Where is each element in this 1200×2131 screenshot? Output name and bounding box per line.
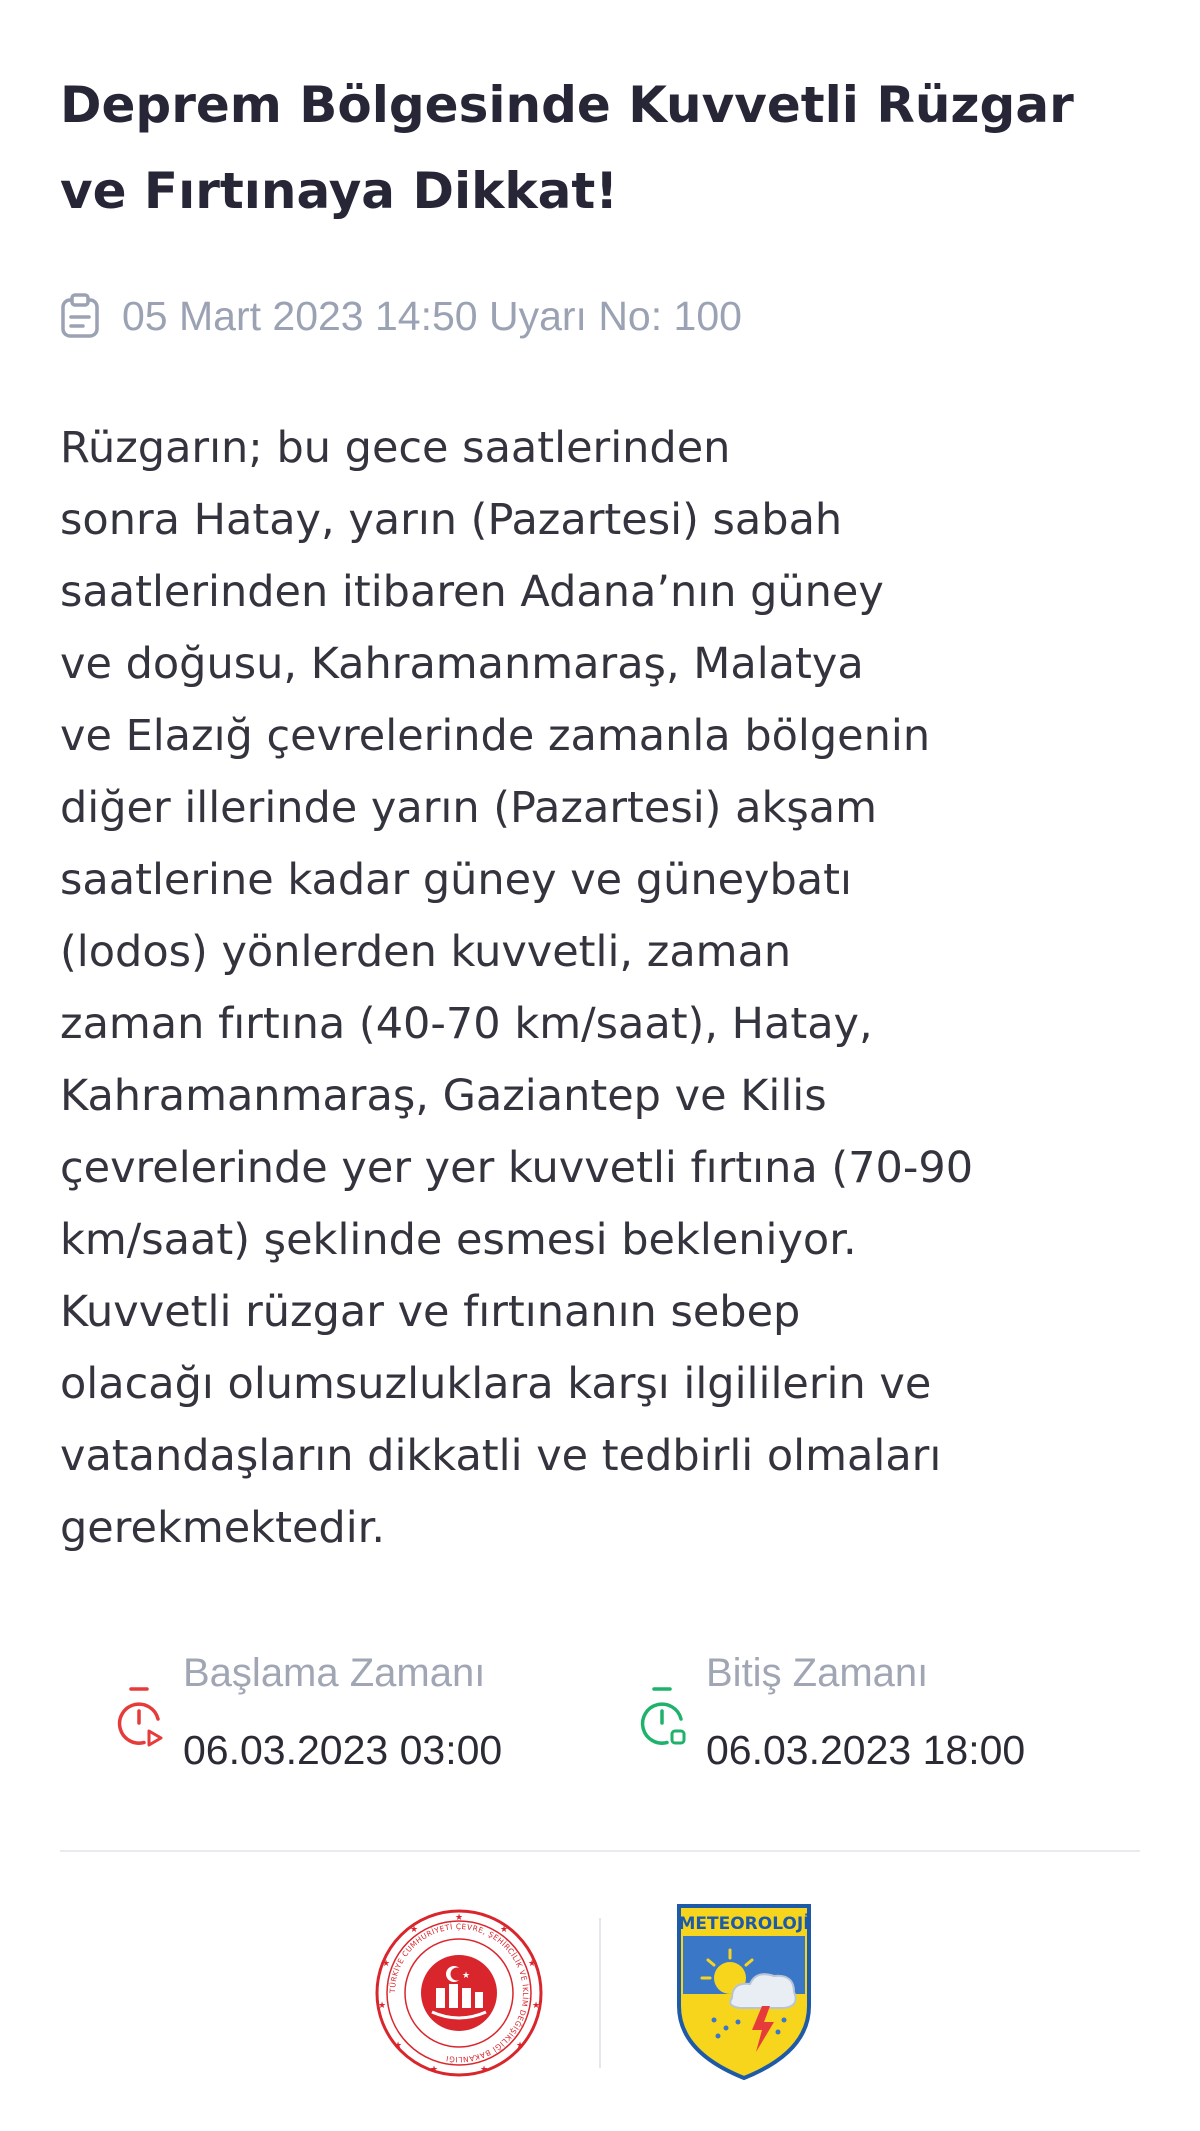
seal-text: TÜRKİYE CUMHURİYETİ ÇEVRE, ŞEHİRCİLİK VE İKLİM DEĞİŞİKLİĞİ BAKANLIĞI bbox=[387, 1921, 531, 2065]
timer-play-icon bbox=[115, 1648, 163, 1776]
svg-text:★: ★ bbox=[381, 1958, 391, 1968]
svg-text:★: ★ bbox=[479, 2064, 489, 2074]
alert-date-number: 05 Mart 2023 14:50 Uyarı No: 100 bbox=[122, 292, 742, 339]
svg-text:★: ★ bbox=[515, 2040, 525, 2050]
svg-text:★: ★ bbox=[454, 1912, 464, 1922]
alert-body: Rüzgarın; bu gece saatlerinden sonra Hatay, yarın (Pazartesi) sabah saatlerinden itibaren Adana’nın güney ve doğusu, Kahramanmaraş, Malatya ve Elazığ çevrelerinde zamanla bölgenin diğer illerinde yarın (Pazartesi) akşam saatlerine kadar güney ve güneybatı (lodos) yönlerden kuvvetli, zaman zaman fırtına (40-70 km/saat), Hatay, Kahramanmaraş, Gaziantep ve Kilis çevrelerinde yer yer kuvvetli fırtına (70-90 km/saat) şeklinde esmesi bekleniyor. Kuvvetli rüzgar ve fırtınanın sebep olacağı olumsuzluklara karşı ilgililerin ve vatandaşların dikkatli ve tedbirli olmaları gerekmektedir. bbox=[60, 423, 974, 1553]
svg-text:★: ★ bbox=[377, 2000, 387, 2010]
svg-text:★: ★ bbox=[409, 1924, 419, 1934]
clipboard-icon bbox=[60, 293, 100, 339]
start-time-block bbox=[115, 1648, 502, 1776]
end-time-label: Bitiş Zamanı bbox=[706, 1651, 929, 1695]
start-time-label: Başlama Zamanı bbox=[183, 1651, 486, 1695]
meteoroloji-logo bbox=[674, 1902, 814, 2087]
svg-text:★: ★ bbox=[393, 2040, 403, 2050]
svg-text:★: ★ bbox=[531, 2000, 541, 2010]
start-time-value: 06.03.2023 03:00 bbox=[183, 1727, 503, 1773]
meteoroloji-text: METEOROLOJİ bbox=[678, 1914, 810, 1934]
svg-text:★: ★ bbox=[429, 2064, 439, 2074]
svg-text:★: ★ bbox=[461, 1970, 471, 1980]
ministry-seal-logo bbox=[374, 1908, 544, 2083]
svg-text:★: ★ bbox=[527, 1958, 537, 1968]
svg-text:★: ★ bbox=[499, 1924, 509, 1934]
page-title: Deprem Bölgesinde Kuvvetli Rüzgar ve Fırtınaya Dikkat! bbox=[60, 76, 1074, 220]
alert-meta bbox=[60, 286, 742, 346]
end-time-block bbox=[638, 1648, 1025, 1776]
footer-divider bbox=[60, 1850, 1140, 1852]
logo-separator bbox=[599, 1918, 601, 2068]
timer-stop-icon bbox=[638, 1648, 686, 1776]
end-time-value: 06.03.2023 18:00 bbox=[706, 1727, 1026, 1773]
